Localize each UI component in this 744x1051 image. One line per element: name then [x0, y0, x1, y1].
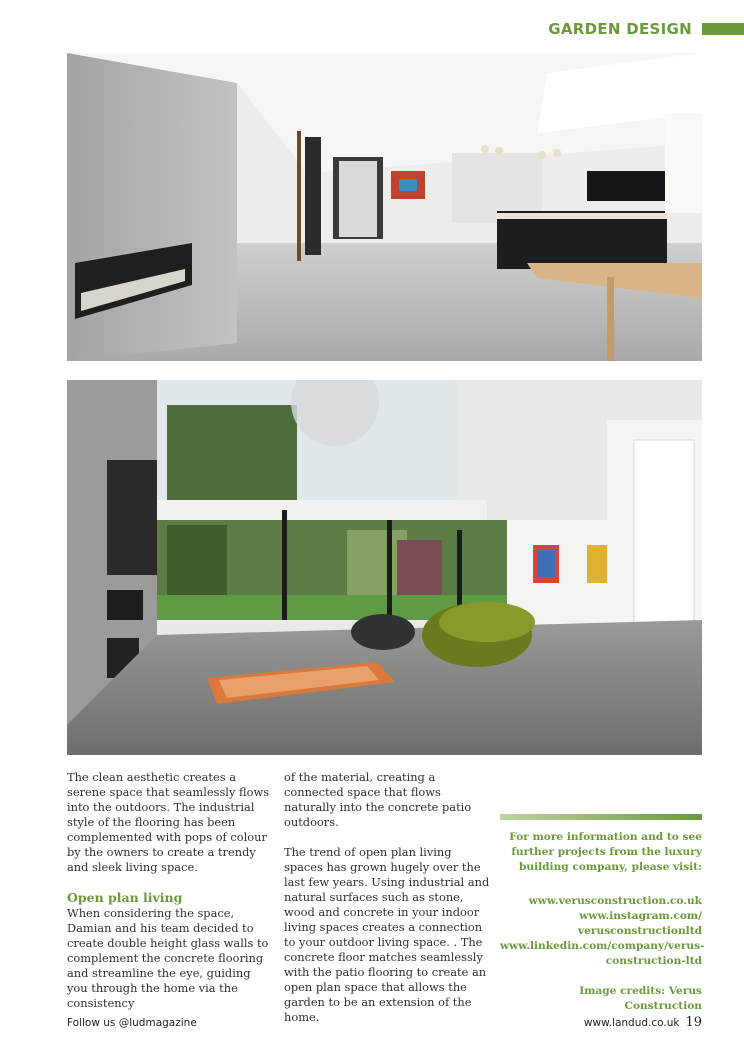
linkedin-link[interactable] [500, 939, 705, 969]
image-credits: Image credits: Verus Construction [579, 985, 702, 1012]
kitchen-interior-photo [67, 53, 702, 361]
body-paragraph: of the material, creating a connected space that flows naturally into the concrete patio outdoors. [284, 770, 472, 829]
page-number: 19 [685, 1015, 702, 1030]
info-sidebar [500, 814, 705, 1014]
sidebar-intro-line: building company, please visit: [518, 861, 702, 873]
body-paragraph: The clean aesthetic creates a serene space that seamlessly flows into the outdoors. The industrial style of the flooring has been complemented with pops of colour by the owners to create a trendy and sleek living space. [67, 770, 270, 874]
footer-right [584, 1015, 702, 1030]
sidebar-intro-line: For more information and to see [509, 831, 702, 843]
footer-social: Follow us @ludmagazine [67, 1017, 197, 1029]
sidebar-intro-line: further projects from the luxury [511, 846, 702, 858]
instagram-link[interactable] [500, 909, 702, 939]
body-paragraph: The trend of open plan living spaces has grown hugely over the last few years. Using industrial and natural surfaces such as stone, wood and concrete in your indoor living spaces creates a connection to your outdoor living space. . The concrete floor matches seamlessly with the patio flooring to create an open plan space that allows the garden to be an extension of the home. [284, 845, 490, 1024]
body-column-1 [67, 770, 272, 1026]
subheading: Open plan living [67, 890, 183, 905]
footer-website[interactable]: www.landud.co.uk [583, 1017, 680, 1029]
website-link[interactable]: www.verusconstruction.co.uk [528, 895, 702, 907]
instagram-link-line: verusconstructionltd [578, 925, 702, 937]
instagram-link-line: www.instagram.com/ [579, 910, 702, 922]
body-paragraph: When considering the space, Damian and his team decided to create double height glass walls to complement the concrete flooring and streamline the eye, guiding you through the home via the consistency [67, 906, 269, 1010]
linkedin-link-line: construction-ltd [605, 955, 702, 967]
section-accent-bar [702, 23, 744, 35]
body-column-2 [284, 770, 490, 1040]
sidebar-intro [500, 830, 702, 875]
sidebar-links [500, 894, 705, 969]
section-title: GARDEN DESIGN [548, 20, 692, 38]
living-space-photo [67, 380, 702, 755]
section-header [548, 18, 744, 40]
linkedin-link-line: www.linkedin.com/company/verus- [500, 940, 705, 952]
